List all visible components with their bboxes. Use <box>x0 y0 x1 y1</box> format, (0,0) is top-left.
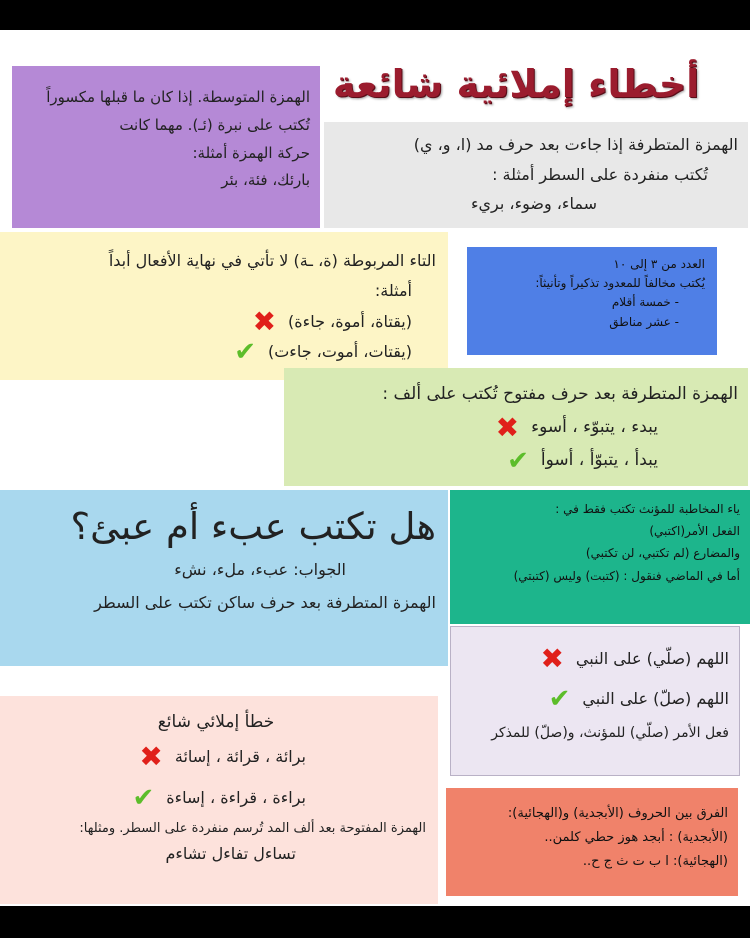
pink-card <box>0 696 438 904</box>
salmon-card <box>446 788 738 896</box>
wrong-icon: ✖ <box>252 304 277 338</box>
lightblue-card <box>0 490 448 666</box>
grey-card <box>324 122 748 228</box>
lightblue-rule: الهمزة المتطرفة بعد حرف ساكن تكتب على السطر <box>94 593 436 613</box>
grey-line-1: الهمزة المتطرفة إذا جاءت بعد حرف مد (ا، و، ي) <box>413 135 738 154</box>
wrong-icon: ✖ <box>495 410 520 444</box>
green-card <box>284 368 748 486</box>
pink-right-example: براءة ، قراءة ، إساءة <box>166 787 306 807</box>
check-icon: ✔ <box>132 782 155 813</box>
salmon-line-1: الفرق بين الحروف (الأبجدية) و(الهجائية): <box>507 806 728 821</box>
pink-note: الهمزة المفتوحة بعد ألف المد تُرسم منفردة على السطر. ومثلها: <box>79 821 426 837</box>
purple-line-1: الهمزة المتوسطة. إذا كان ما قبلها مكسوراً <box>46 88 310 106</box>
purple-line-2: تُكتب على نبرة (ئـ). مهما كانت <box>119 115 310 134</box>
purple-line-3: حركة الهمزة أمثلة: <box>192 143 310 162</box>
check-icon: ✔ <box>548 684 571 714</box>
lavender-note: فعل الأمر (صلّي) للمؤنث، و(صلّ) للمذكر <box>491 725 729 741</box>
pink-examples: تساءل تفاءل تشاءم <box>165 844 296 864</box>
teal-line-1: ياء المخاطبة للمؤنث تكتب فقط في : <box>555 502 740 516</box>
page-title: أخطاء إملائية شائعة <box>332 62 700 106</box>
wrong-icon: ✖ <box>540 642 564 675</box>
yellow-line-2: أمثلة: <box>374 281 412 301</box>
green-right-example: يبدأ ، يتبوّأ ، أسوأ <box>540 450 658 471</box>
teal-line-4: أما في الماضي فنقول : (كتبت) وليس (كتبتي) <box>513 568 740 583</box>
wrong-icon: ✖ <box>139 740 163 774</box>
blue-line-1: العدد من ٣ إلى ١٠ <box>613 257 705 271</box>
lightblue-question: هل تكتب عبء أم عبئ؟ <box>70 505 436 548</box>
purple-card <box>12 66 320 228</box>
yellow-card <box>0 232 448 380</box>
blue-line-3: - خمسة أقلام <box>611 295 679 310</box>
green-line-1: الهمزة المتطرفة بعد حرف مفتوح تُكتب على ألف : <box>382 384 738 404</box>
grey-line-3: سماء، وضوء، بريء <box>471 194 597 214</box>
pink-heading: خطأ إملائي شائع <box>157 712 275 732</box>
yellow-right-example: (يقتات، أموت، جاءت) <box>268 342 412 362</box>
check-icon: ✔ <box>507 445 529 476</box>
blue-line-2: يُكتب مخالفاً للمعدود تذكيراً وتأنيثاً: <box>535 276 705 291</box>
pink-wrong-example: برائة ، قرائة ، إسائة <box>174 747 306 767</box>
lightblue-answer: الجواب: عبء، ملء، نشء <box>174 559 346 579</box>
yellow-line-1: التاء المربوطة (ة، ـة) لا تأتي في نهاية الأفعال أبداً <box>108 251 436 270</box>
teal-card <box>450 490 750 624</box>
check-icon: ✔ <box>234 337 256 368</box>
blue-card <box>467 247 717 355</box>
salmon-line-3: (الهجائية): ا ب ت ث ج ح.. <box>582 854 728 870</box>
grey-line-2: تُكتب منفردة على السطر أمثلة : <box>492 164 708 184</box>
lavender-right-example: اللهم (صلّ) على النبي <box>582 689 729 708</box>
blue-line-4: - عشر مناطق <box>609 314 679 329</box>
lavender-wrong-example: اللهم (صلّي) على النبي <box>575 649 729 668</box>
green-wrong-example: يبدء ، يتبوّء ، أسوء <box>531 417 658 438</box>
yellow-wrong-example: (يقتاة، أموة، جاءة) <box>288 311 412 331</box>
salmon-line-2: (الأبجدية) : أبجد هوز حطي كلمن.. <box>544 830 728 846</box>
purple-line-4: بارئك، فئة، بئر <box>221 171 310 190</box>
teal-line-3: والمضارع (لم تكتبي، لن تكتبي) <box>585 546 740 561</box>
lavender-card <box>450 626 740 776</box>
teal-line-2: الفعل الأمر(اكتبي) <box>649 524 740 539</box>
